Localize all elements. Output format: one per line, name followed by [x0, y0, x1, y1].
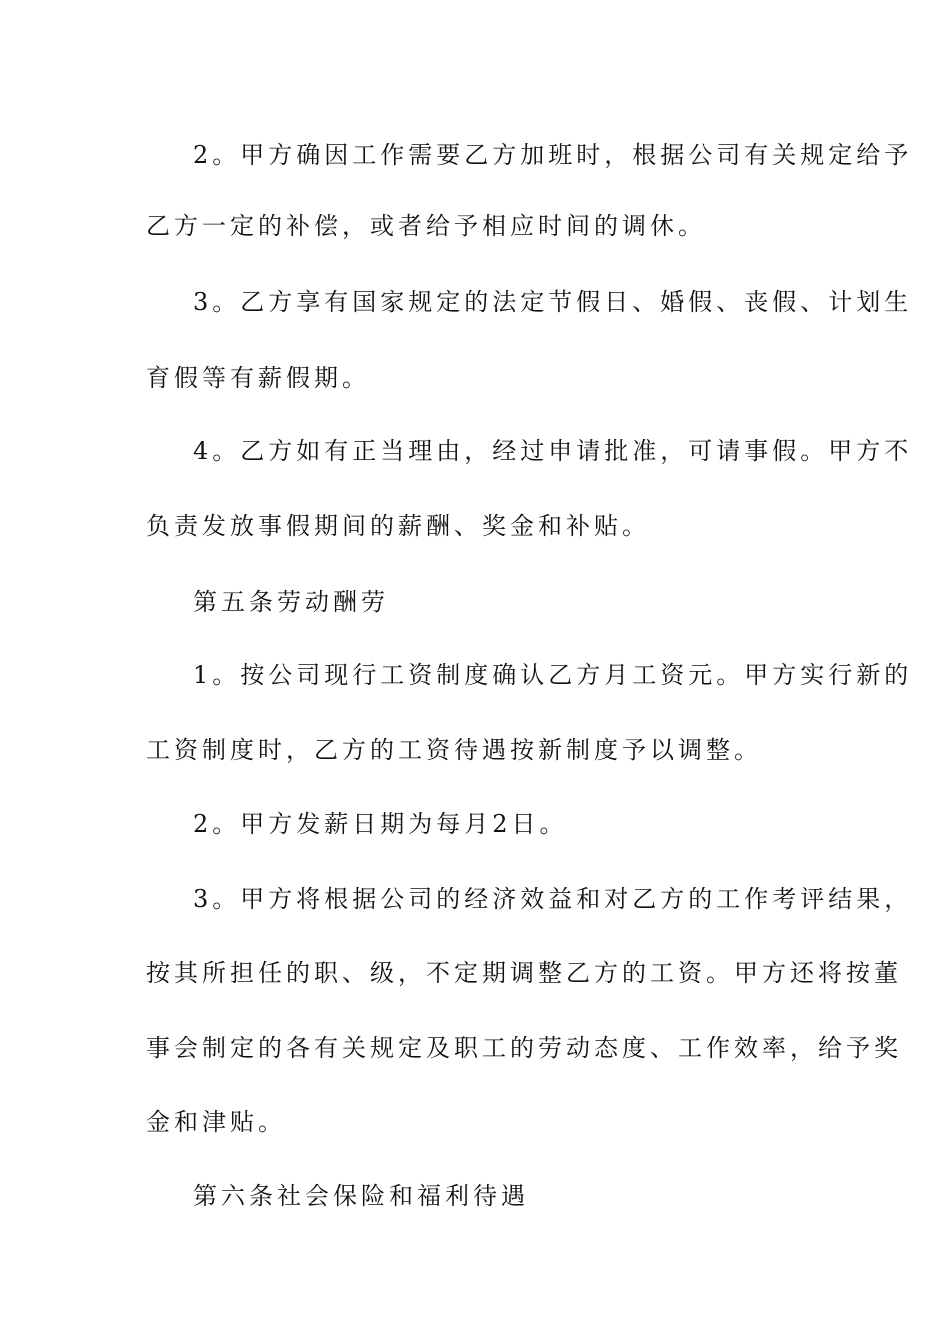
paragraph-line: 工资制度时，乙方的工资待遇按新制度予以调整。 [146, 736, 762, 764]
paragraph-line: 金和津贴。 [146, 1108, 286, 1136]
paragraph-line: 育假等有薪假期。 [146, 364, 370, 392]
paragraph-line: 4。乙方如有正当理由，经过申请批准，可请事假。甲方不 [193, 437, 913, 465]
paragraph-line: 乙方一定的补偿，或者给予相应时间的调休。 [146, 212, 706, 240]
paragraph-line: 1。按公司现行工资制度确认乙方月工资元。甲方实行新的 [193, 661, 913, 689]
paragraph-line: 3。乙方享有国家规定的法定节假日、婚假、丧假、计划生 [193, 288, 913, 316]
section-heading: 第六条社会保险和福利待遇 [193, 1182, 529, 1210]
paragraph-line: 事会制定的各有关规定及职工的劳动态度、工作效率，给予奖 [146, 1034, 902, 1062]
paragraph-line: 2。甲方发薪日期为每月2日。 [193, 810, 568, 838]
paragraph-line: 负责发放事假期间的薪酬、奖金和补贴。 [146, 512, 650, 540]
paragraph-line: 3。甲方将根据公司的经济效益和对乙方的工作考评结果， [193, 885, 913, 913]
paragraph-line: 2。甲方确因工作需要乙方加班时，根据公司有关规定给予 [193, 141, 913, 169]
paragraph-line: 按其所担任的职、级，不定期调整乙方的工资。甲方还将按董 [146, 959, 902, 987]
section-heading: 第五条劳动酬劳 [193, 588, 389, 616]
